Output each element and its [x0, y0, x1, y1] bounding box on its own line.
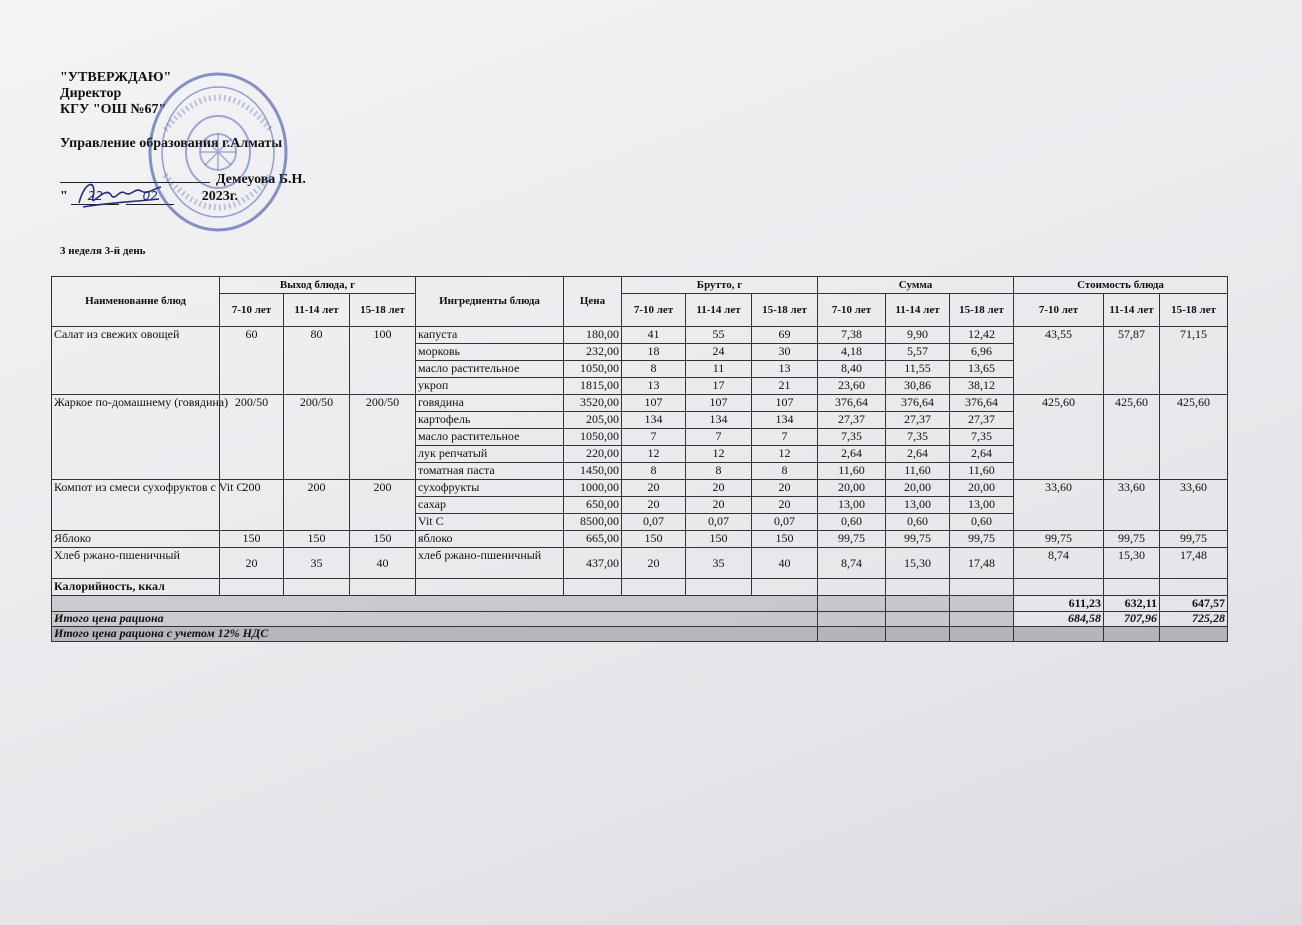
ingredient-sum: 15,30	[886, 548, 950, 579]
ingredient-sum: 23,60	[818, 378, 886, 395]
ingredient-brutto: 7	[752, 429, 818, 446]
ingredient-brutto: 20	[752, 480, 818, 497]
ingredient-name: укроп	[416, 378, 564, 395]
ingredient-sum: 6,96	[950, 344, 1014, 361]
ingredient-name: Vit C	[416, 514, 564, 531]
dish-cost: 43,55	[1014, 327, 1104, 395]
ingredient-price: 437,00	[564, 548, 622, 579]
dish-cost: 425,60	[1014, 395, 1104, 480]
ingredient-price: 1000,00	[564, 480, 622, 497]
date-month: 02	[126, 188, 174, 205]
subtotal-value: 632,11	[1104, 596, 1160, 612]
header-age: 7-10 лет	[1014, 294, 1104, 327]
dish-cost: 15,30	[1104, 548, 1160, 579]
ingredient-sum: 7,38	[818, 327, 886, 344]
ingredient-sum: 27,37	[950, 412, 1014, 429]
ingredient-brutto: 12	[622, 446, 686, 463]
ingredient-brutto: 18	[622, 344, 686, 361]
total-label: Итого цена рациона	[52, 612, 818, 627]
ingredient-price: 1450,00	[564, 463, 622, 480]
ingredient-sum: 27,37	[818, 412, 886, 429]
ingredient-price: 205,00	[564, 412, 622, 429]
dish-output: 200/50	[350, 395, 416, 480]
week-day-label: 3 неделя 3-й день	[60, 245, 146, 257]
header-dish: Наименование блюд	[52, 277, 220, 327]
header-age: 15-18 лет	[350, 294, 416, 327]
ingredient-sum: 0,60	[818, 514, 886, 531]
ingredient-brutto: 13	[622, 378, 686, 395]
ingredient-sum: 2,64	[818, 446, 886, 463]
ingredient-name: яблоко	[416, 531, 564, 548]
ingredient-sum: 0,60	[950, 514, 1014, 531]
ingredient-sum: 8,40	[818, 361, 886, 378]
dish-cost: 99,75	[1160, 531, 1228, 548]
dish-cost: 33,60	[1160, 480, 1228, 531]
table-row	[52, 327, 1228, 344]
ingredient-price: 180,00	[564, 327, 622, 344]
ingredient-sum: 30,86	[886, 378, 950, 395]
ingredient-brutto: 35	[686, 548, 752, 579]
header-age: 11-14 лет	[1104, 294, 1160, 327]
ingredient-brutto: 20	[686, 497, 752, 514]
approval-title: "УТВЕРЖДАЮ"	[60, 70, 172, 85]
subtotal-row	[52, 596, 1228, 612]
dish-name: Яблоко	[52, 531, 220, 548]
header-cost: Стоимость блюда	[1014, 277, 1228, 294]
ingredient-price: 1050,00	[564, 429, 622, 446]
header-age: 15-18 лет	[1160, 294, 1228, 327]
ingredient-brutto: 134	[622, 412, 686, 429]
ingredient-price: 650,00	[564, 497, 622, 514]
ingredient-sum: 20,00	[950, 480, 1014, 497]
ingredient-brutto: 24	[686, 344, 752, 361]
dish-cost: 425,60	[1104, 395, 1160, 480]
approval-organization: КГУ "ОШ №67"	[60, 102, 167, 117]
ingredient-name: хлеб ржано-пшеничный	[416, 548, 564, 579]
ingredient-sum: 7,35	[950, 429, 1014, 446]
dish-cost: 71,15	[1160, 327, 1228, 395]
approval-department: Управление образования г.Алматы	[60, 136, 283, 151]
header-brutto: Брутто, г	[622, 277, 818, 294]
header-age: 15-18 лет	[950, 294, 1014, 327]
dish-output: 200	[220, 480, 284, 531]
total-value: 707,96	[1104, 612, 1160, 627]
ingredient-brutto: 134	[686, 412, 752, 429]
ingredient-brutto: 21	[752, 378, 818, 395]
header-age: 11-14 лет	[284, 294, 350, 327]
ingredient-brutto: 17	[686, 378, 752, 395]
ingredient-brutto: 0,07	[752, 514, 818, 531]
dish-name: Хлеб ржано-пшеничный	[52, 548, 220, 579]
ingredient-price: 220,00	[564, 446, 622, 463]
ingredient-sum: 27,37	[886, 412, 950, 429]
ingredient-sum: 99,75	[818, 531, 886, 548]
ingredient-brutto: 40	[752, 548, 818, 579]
ingredient-brutto: 7	[686, 429, 752, 446]
dish-cost: 17,48	[1160, 548, 1228, 579]
dish-output: 200/50	[284, 395, 350, 480]
ingredient-brutto: 8	[686, 463, 752, 480]
ingredient-brutto: 20	[686, 480, 752, 497]
total-value: 684,58	[1014, 612, 1104, 627]
menu-body	[52, 327, 1228, 642]
ingredient-price: 232,00	[564, 344, 622, 361]
ingredient-name: лук репчатый	[416, 446, 564, 463]
header-age: 7-10 лет	[622, 294, 686, 327]
ingredient-price: 8500,00	[564, 514, 622, 531]
dish-output: 150	[284, 531, 350, 548]
ingredient-sum: 11,60	[950, 463, 1014, 480]
header-age: 11-14 лет	[886, 294, 950, 327]
ingredient-sum: 13,00	[818, 497, 886, 514]
dish-name: Салат из свежих овощей	[52, 327, 220, 395]
ingredient-brutto: 20	[622, 548, 686, 579]
ingredient-brutto: 12	[752, 446, 818, 463]
dish-cost: 33,60	[1014, 480, 1104, 531]
ingredient-name: масло растительное	[416, 361, 564, 378]
ingredient-price: 3520,00	[564, 395, 622, 412]
ingredient-brutto: 41	[622, 327, 686, 344]
ingredient-price: 1050,00	[564, 361, 622, 378]
ingredient-sum: 13,00	[886, 497, 950, 514]
ingredient-sum: 376,64	[950, 395, 1014, 412]
ingredient-sum: 11,60	[818, 463, 886, 480]
ingredient-name: сухофрукты	[416, 480, 564, 497]
ingredient-sum: 99,75	[886, 531, 950, 548]
header-output: Выход блюда, г	[220, 277, 416, 294]
table-row	[52, 480, 1228, 497]
ingredient-sum: 13,00	[950, 497, 1014, 514]
dish-output: 150	[350, 531, 416, 548]
ingredient-sum: 9,90	[886, 327, 950, 344]
dish-cost: 425,60	[1160, 395, 1228, 480]
ingredient-brutto: 107	[752, 395, 818, 412]
header-age: 15-18 лет	[752, 294, 818, 327]
ingredient-brutto: 69	[752, 327, 818, 344]
ingredient-name: картофель	[416, 412, 564, 429]
ingredient-brutto: 11	[686, 361, 752, 378]
ingredient-brutto: 55	[686, 327, 752, 344]
ingredient-brutto: 20	[752, 497, 818, 514]
ingredient-sum: 13,65	[950, 361, 1014, 378]
ingredient-sum: 20,00	[886, 480, 950, 497]
calories-row	[52, 579, 1228, 596]
ingredient-price: 665,00	[564, 531, 622, 548]
subtotal-value: 647,57	[1160, 596, 1228, 612]
ingredient-name: говядина	[416, 395, 564, 412]
ingredient-sum: 20,00	[818, 480, 886, 497]
calories-label: Калорийность, ккал	[52, 579, 220, 596]
ingredient-name: морковь	[416, 344, 564, 361]
table-row	[52, 531, 1228, 548]
date-year: 2023г.	[201, 189, 239, 204]
ingredient-sum: 2,64	[950, 446, 1014, 463]
ingredient-sum: 0,60	[886, 514, 950, 531]
ingredient-brutto: 20	[622, 480, 686, 497]
dish-cost: 99,75	[1014, 531, 1104, 548]
ingredient-name: томатная паста	[416, 463, 564, 480]
ingredient-brutto: 8	[622, 463, 686, 480]
ingredient-sum: 8,74	[818, 548, 886, 579]
ingredient-name: сахар	[416, 497, 564, 514]
ingredient-name: капуста	[416, 327, 564, 344]
dish-output: 40	[350, 548, 416, 579]
ingredient-brutto: 107	[622, 395, 686, 412]
dish-cost: 33,60	[1104, 480, 1160, 531]
date-quote: "	[60, 189, 68, 204]
ingredient-brutto: 8	[622, 361, 686, 378]
header-ingredients: Ингредиенты блюда	[416, 277, 564, 327]
ingredient-sum: 11,60	[886, 463, 950, 480]
ingredient-brutto: 134	[752, 412, 818, 429]
ingredient-sum: 17,48	[950, 548, 1014, 579]
ingredient-sum: 7,35	[886, 429, 950, 446]
dish-output: 60	[220, 327, 284, 395]
header-sum: Сумма	[818, 277, 1014, 294]
dish-output: 200	[350, 480, 416, 531]
ingredient-brutto: 150	[686, 531, 752, 548]
header-price: Цена	[564, 277, 622, 327]
dish-cost: 99,75	[1104, 531, 1160, 548]
approval-position: Директор	[60, 86, 122, 101]
header-age: 11-14 лет	[686, 294, 752, 327]
signer-name: Демеуова Б.Н.	[216, 172, 306, 187]
ingredient-sum: 38,12	[950, 378, 1014, 395]
dish-cost: 57,87	[1104, 327, 1160, 395]
ingredient-brutto: 20	[622, 497, 686, 514]
menu-table	[51, 276, 1228, 642]
table-row	[52, 395, 1228, 412]
ingredient-brutto: 150	[752, 531, 818, 548]
ingredient-brutto: 13	[752, 361, 818, 378]
date-day: 22	[71, 188, 119, 205]
dish-output: 20	[220, 548, 284, 579]
dish-output: 200	[284, 480, 350, 531]
header-age: 7-10 лет	[220, 294, 284, 327]
vat-label: Итого цена рациона с учетом 12% НДС	[52, 627, 818, 642]
ingredient-sum: 7,35	[818, 429, 886, 446]
ingredient-sum: 5,57	[886, 344, 950, 361]
ingredient-sum: 11,55	[886, 361, 950, 378]
ingredient-brutto: 12	[686, 446, 752, 463]
vat-row	[52, 627, 1228, 642]
handwritten-signature	[75, 175, 165, 215]
dish-output: 100	[350, 327, 416, 395]
ingredient-brutto: 150	[622, 531, 686, 548]
dish-cost: 8,74	[1014, 548, 1104, 579]
ingredient-sum: 2,64	[886, 446, 950, 463]
official-seal-stamp	[143, 70, 293, 235]
ingredient-sum: 99,75	[950, 531, 1014, 548]
dish-output: 150	[220, 531, 284, 548]
dish-name: Жаркое по-домашнему (говядина)	[52, 395, 220, 480]
total-row	[52, 612, 1228, 627]
ingredient-brutto: 0,07	[686, 514, 752, 531]
ingredient-brutto: 30	[752, 344, 818, 361]
ingredient-name: масло растительное	[416, 429, 564, 446]
dish-output: 80	[284, 327, 350, 395]
ingredient-sum: 376,64	[818, 395, 886, 412]
header-age: 7-10 лет	[818, 294, 886, 327]
ingredient-brutto: 0,07	[622, 514, 686, 531]
ingredient-sum: 4,18	[818, 344, 886, 361]
total-value: 725,28	[1160, 612, 1228, 627]
ingredient-sum: 12,42	[950, 327, 1014, 344]
table-row	[52, 548, 1228, 579]
ingredient-sum: 376,64	[886, 395, 950, 412]
ingredient-brutto: 107	[686, 395, 752, 412]
dish-name: Компот из смеси сухофруктов с Vit C	[52, 480, 220, 531]
dish-output: 35	[284, 548, 350, 579]
ingredient-price: 1815,00	[564, 378, 622, 395]
dish-output: 200/50	[220, 395, 284, 480]
ingredient-brutto: 8	[752, 463, 818, 480]
ingredient-brutto: 7	[622, 429, 686, 446]
subtotal-value: 611,23	[1014, 596, 1104, 612]
